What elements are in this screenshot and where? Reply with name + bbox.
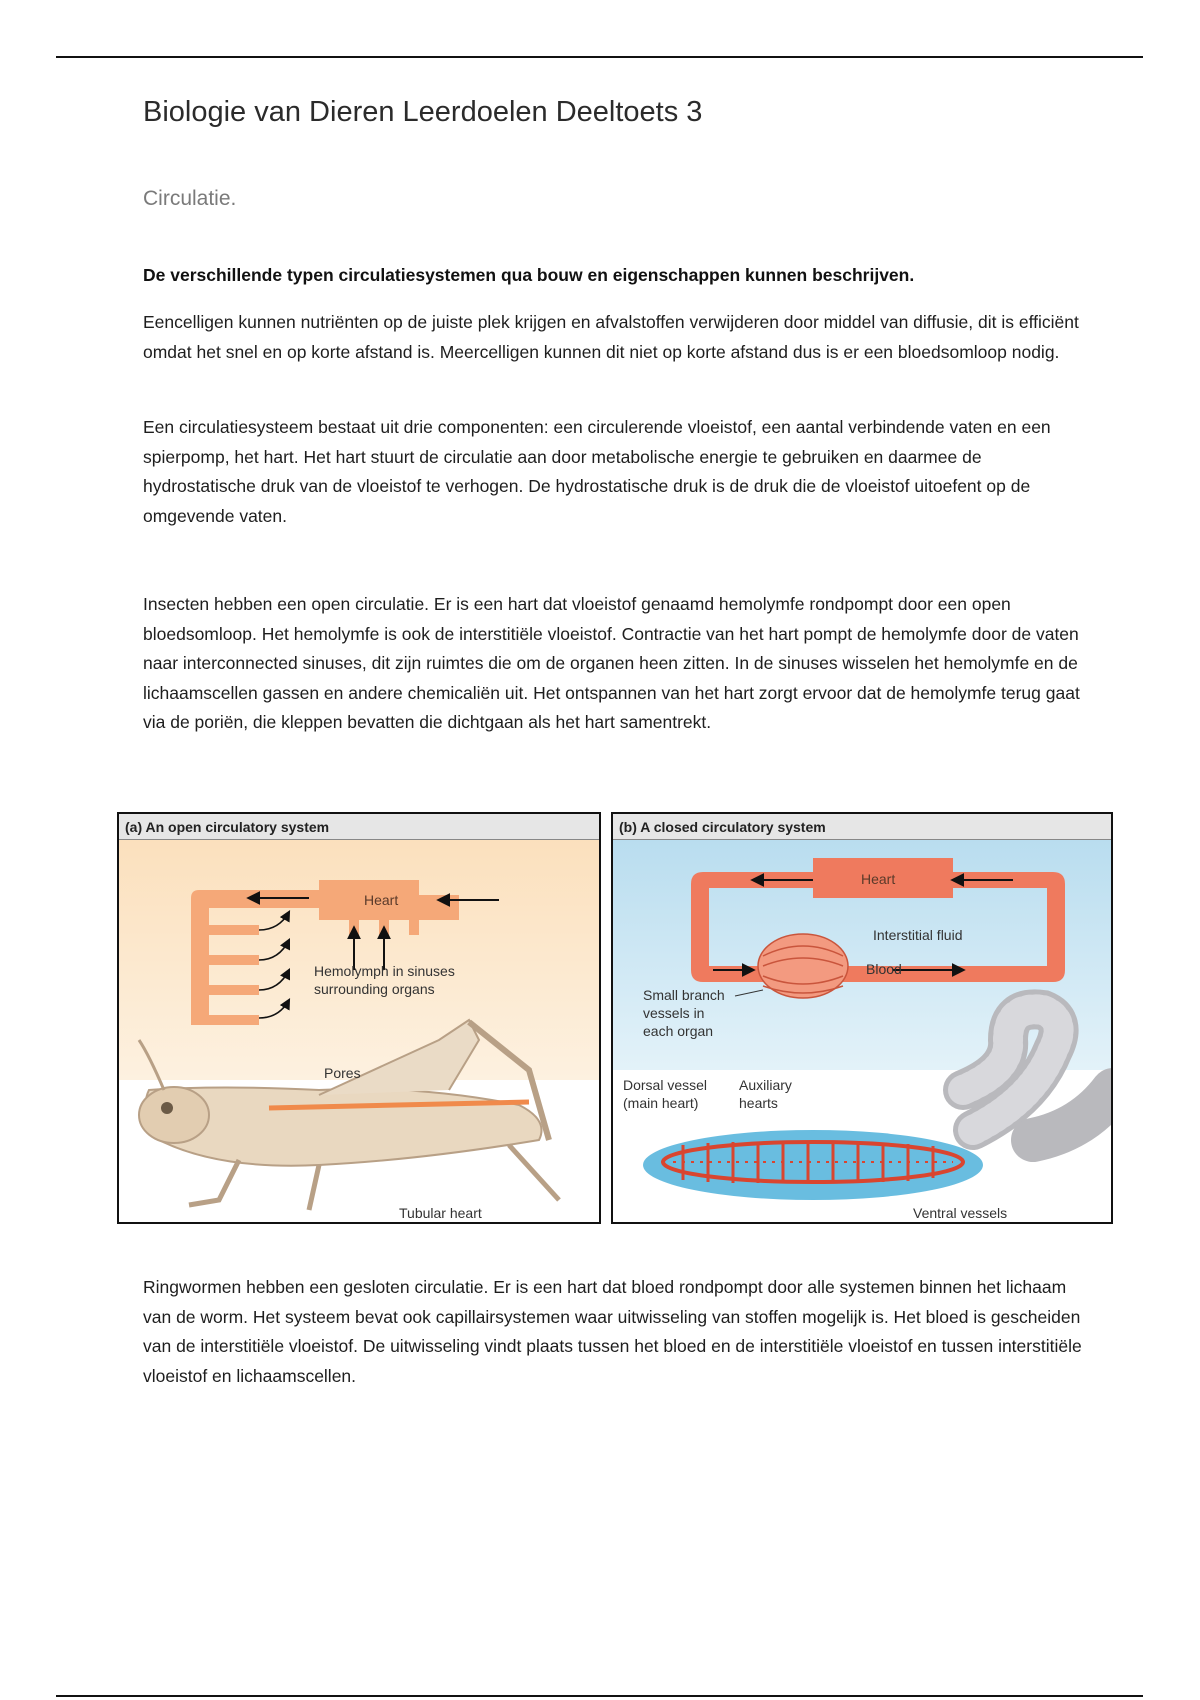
learning-goal-heading: De verschillende typen circulatiesystemen qua bouw en eigenschappen kunnen beschrijven. <box>143 265 915 285</box>
hemolymph-label-line1: Hemolymph in sinuses <box>314 963 455 979</box>
open-heart-label: Heart <box>364 892 399 908</box>
small-branch-label-line2: vessels in <box>643 1005 705 1021</box>
ventral-vessels-label: Ventral vessels <box>913 1205 1008 1221</box>
figure-closed-circulatory-system <box>611 812 1113 1224</box>
figure-open-circulatory-system <box>117 812 601 1224</box>
small-branch-label-line3: each organ <box>643 1023 714 1039</box>
interstitial-fluid-label: Interstitial fluid <box>873 927 963 943</box>
blood-label: Blood <box>866 961 902 977</box>
paragraph-components: Een circulatiesysteem bestaat uit drie componenten: een circulerende vloeistof, een aantal verbindende vaten en een spierpomp, het hart. Het hart stuurt de circulatie aan door metabolische energie te gebruiken en daarmee de hydrostatische druk van de vloeistof te verhogen. De hydrostatische druk is de druk die de vloeistof uitoefent op de omgevende vaten. <box>143 417 1051 526</box>
dorsal-vessel-label-line2: (main heart) <box>623 1095 699 1111</box>
small-branch-label-line1: Small branch <box>643 987 725 1003</box>
hemolymph-label-line2: surrounding organs <box>314 981 435 997</box>
figure-open-caption: (a) An open circulatory system <box>119 814 599 840</box>
document-title: Biologie van Dieren Leerdoelen Deeltoets 3 <box>143 96 703 128</box>
tubular-heart-label: Tubular heart <box>399 1205 482 1221</box>
auxiliary-hearts-label-line2: hearts <box>739 1095 778 1111</box>
bottom-rule <box>56 1695 1143 1697</box>
paragraph-diffusion: Eencelligen kunnen nutriënten op de juiste plek krijgen en afvalstoffen verwijderen door middel van diffusie, dit is efficiënt omdat het snel en op korte afstand is. Meercelligen kunnen dit niet op korte afstand dus is er een bloedsomloop nodig. <box>143 312 1079 362</box>
dorsal-vessel-label-line1: Dorsal vessel <box>623 1077 708 1093</box>
figure-closed-caption: (b) A closed circulatory system <box>613 814 1111 840</box>
closed-heart-label: Heart <box>861 871 896 887</box>
paragraph-open-circulation: Insecten hebben een open circulatie. Er is een hart dat vloeistof genaamd hemolymfe rondpompt door een open bloedsomloop. Het hemolymfe is ook de interstitiële vloeistof. Contractie van het hart pompt de hemolymfe door de vaten naar interconnected sinuses, dit zijn ruimtes die om de organen heen zitten. In de sinuses wisselen het hemolymfe en de lichaamscellen gassen en andere chemicaliën uit. Het ontspannen van het hart zorgt ervoor dat de hemolymfe terug gaat via de poriën, die kleppen bevatten die dichtgaan als het hart samentrekt. <box>143 594 1080 732</box>
paragraph-closed-circulation: Ringwormen hebben een gesloten circulatie. Er is een hart dat bloed rondpompt door alle systemen binnen het lichaam van de worm. Het systeem bevat ook capillairsystemen waar uitwisseling van stoffen mogelijk is. Het bloed is gescheiden van de interstitiële vloeistof. De uitwisseling vindt plaats tussen het bloed en de interstitiële vloeistof en tussen interstitiële vloeistof en lichaamscellen. <box>143 1277 1082 1386</box>
section-subtitle: Circulatie. <box>143 187 237 210</box>
auxiliary-hearts-label-line1: Auxiliary <box>739 1077 792 1093</box>
top-rule <box>56 56 1143 58</box>
open-system-illustration <box>119 840 599 1222</box>
closed-system-illustration <box>613 840 1111 1222</box>
pores-label: Pores <box>324 1065 361 1081</box>
